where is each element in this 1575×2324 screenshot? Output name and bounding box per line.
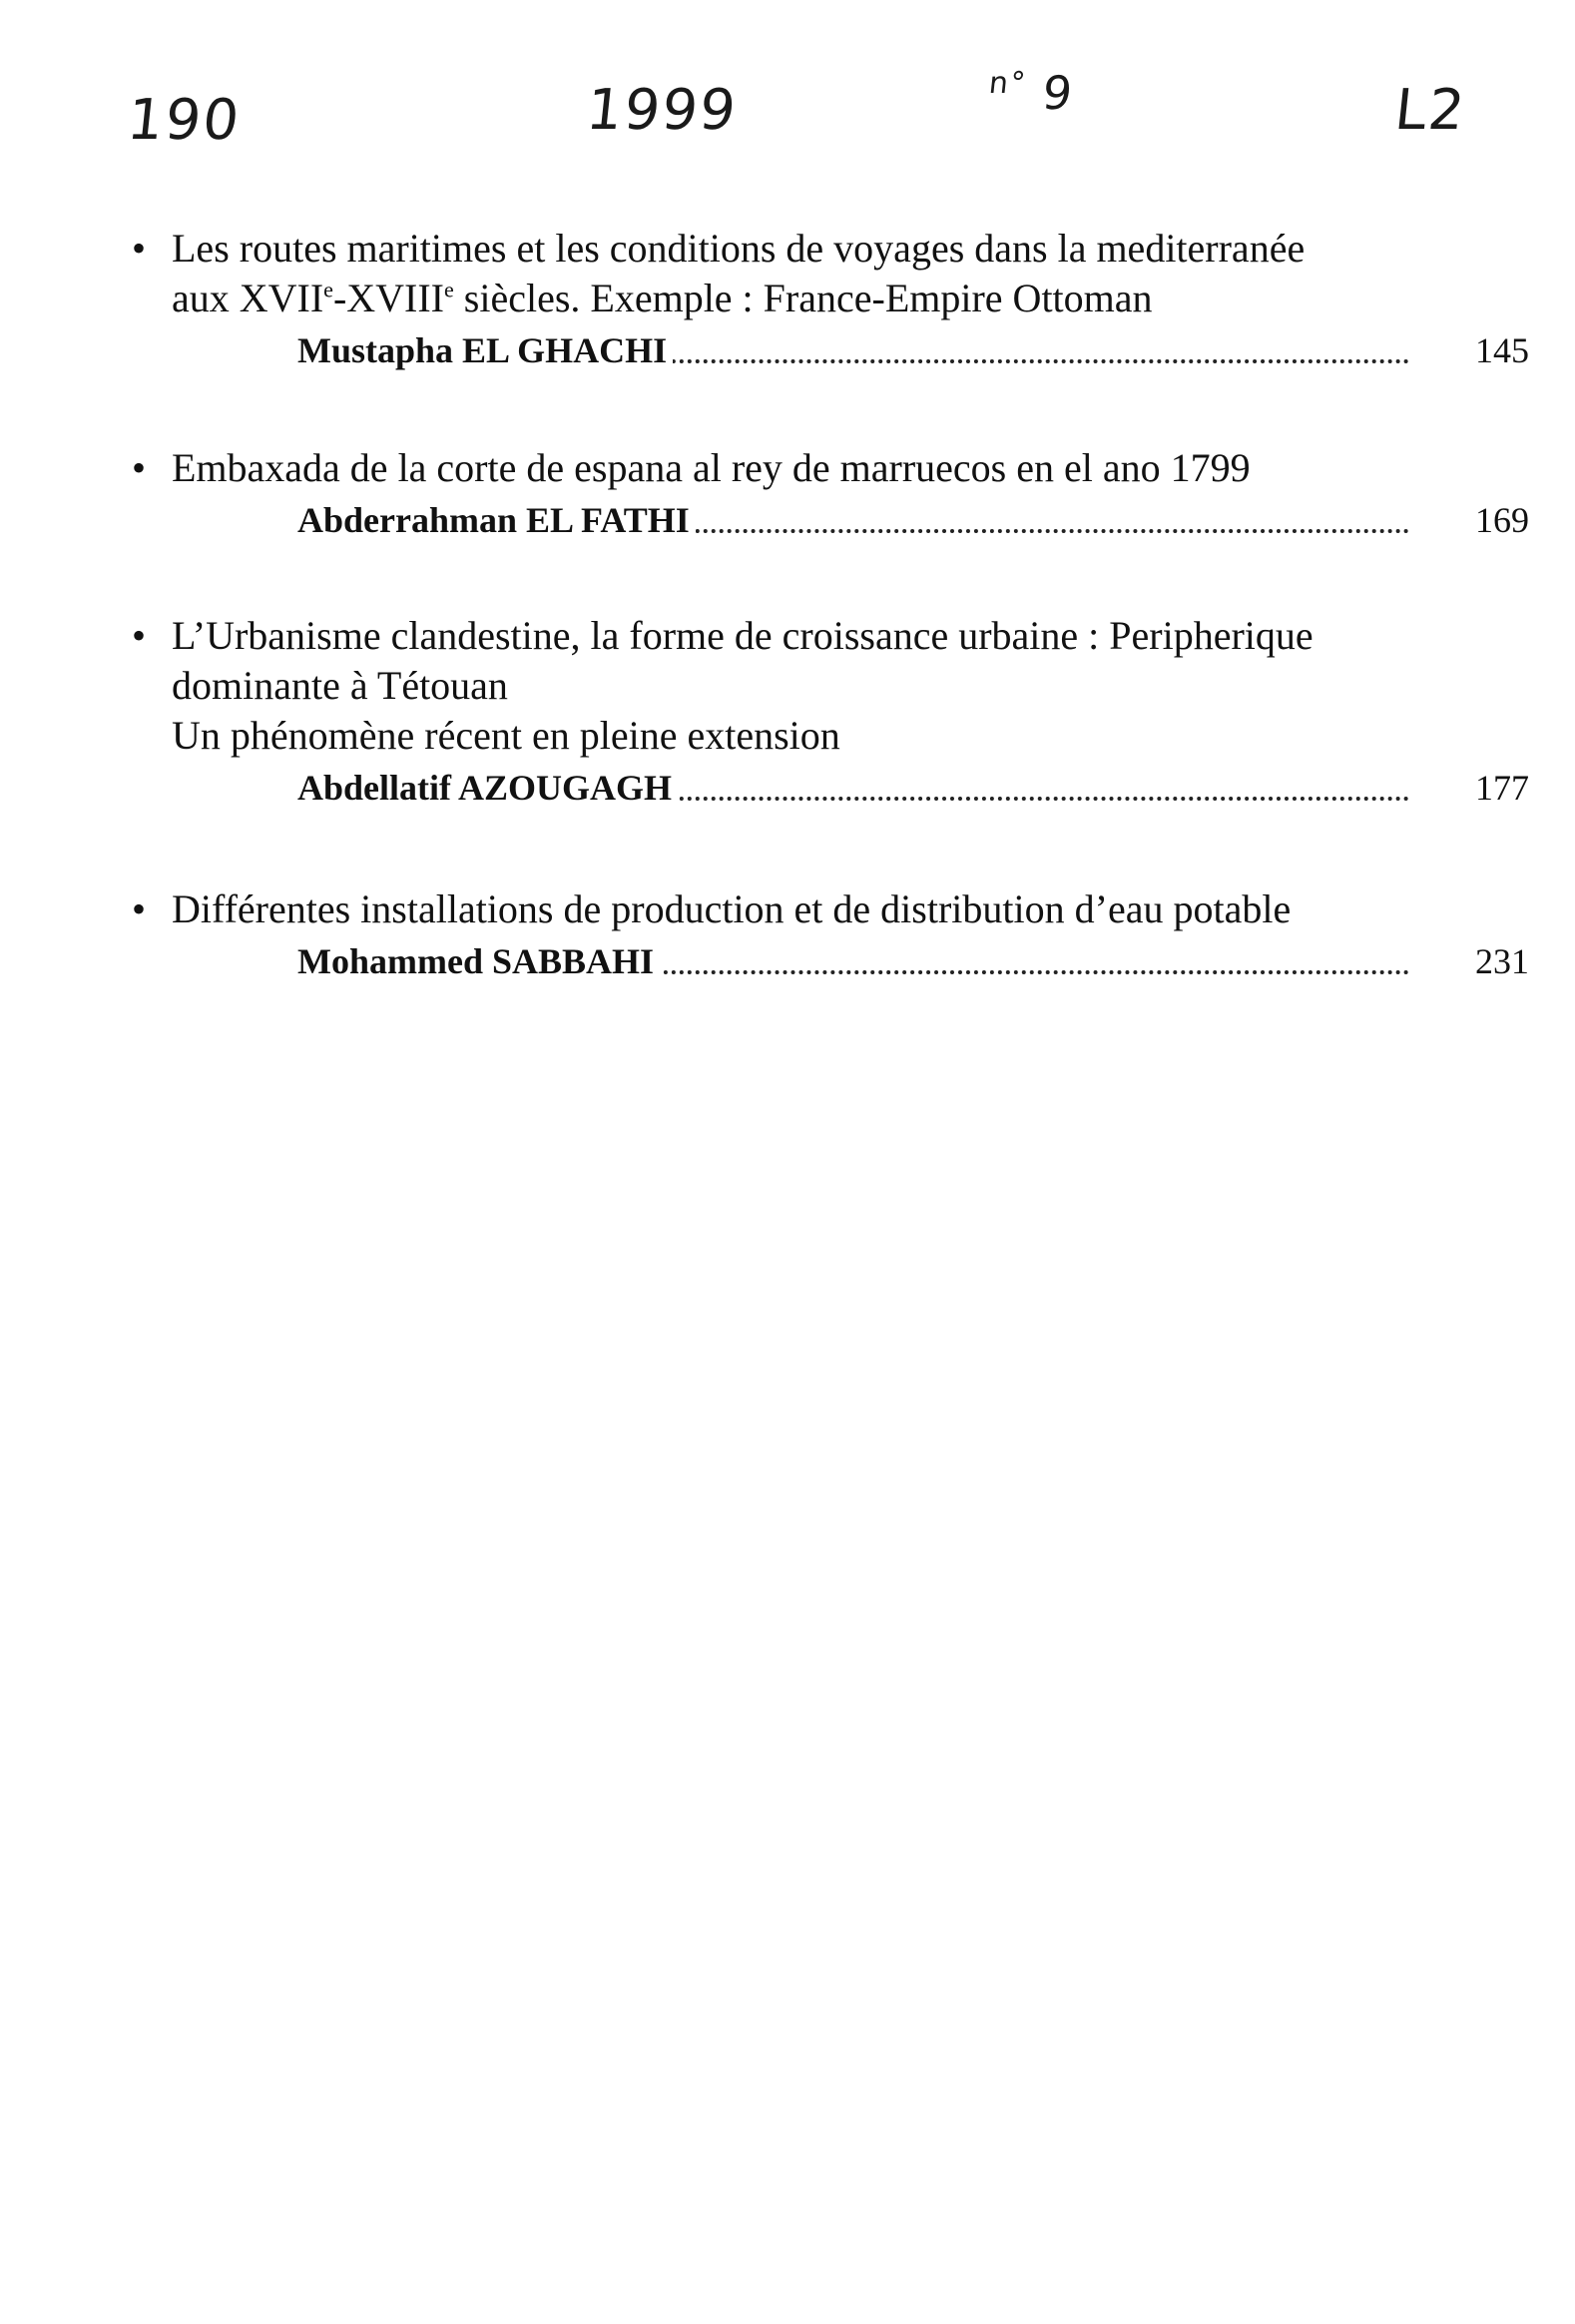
- entry-title-text: Les routes maritimes et les conditions de voyages dans la mediterranée: [172, 226, 1306, 271]
- entry-title-line: [132, 224, 1529, 274]
- author-name: Mohammed SABBAHI: [297, 936, 660, 986]
- handwritten-year: 1999: [583, 78, 741, 143]
- entry-title-text: aux XVII: [172, 276, 324, 320]
- superscript: e: [444, 277, 454, 302]
- entry-title-line: [132, 274, 1529, 323]
- author-name: Abdellatif AZOUGAGH: [297, 763, 678, 813]
- page-number: 145: [1419, 325, 1529, 375]
- author-name: Abderrahman EL FATHI: [297, 495, 696, 545]
- entry-title-line: [132, 661, 1529, 711]
- handwritten-ref: 190: [124, 88, 245, 153]
- entry-subtitle-line: [132, 711, 1529, 761]
- entry-title-text: siècles. Exemple : France-Empire Ottoman: [453, 276, 1153, 320]
- toc-entry: [132, 611, 1529, 815]
- bullet-icon: •: [132, 226, 147, 271]
- entry-title-text: Différentes installations de production et de distribution d’eau potable: [172, 886, 1292, 931]
- handwritten-issue-number: 9: [1039, 66, 1077, 120]
- entry-title-line: [132, 884, 1529, 934]
- bullet-icon: •: [132, 886, 147, 931]
- bullet-icon: •: [132, 445, 147, 490]
- page-number: 231: [1419, 936, 1529, 986]
- toc-entry: [132, 443, 1529, 547]
- author-row: [132, 763, 1529, 815]
- page-number: 177: [1419, 763, 1529, 813]
- bullet-icon: •: [132, 613, 147, 658]
- author-row: [132, 495, 1529, 547]
- entry-title-text: dominante à Tétouan: [172, 663, 508, 708]
- entry-title-line: [132, 611, 1529, 661]
- entry-title-text: Embaxada de la corte de espana al rey de marruecos en el ano 1799: [172, 445, 1251, 490]
- author-row: [132, 325, 1529, 377]
- handwritten-code: L2: [1391, 78, 1470, 143]
- page-number: 169: [1419, 495, 1529, 545]
- author-row: [132, 936, 1529, 988]
- toc-entry: [132, 224, 1529, 377]
- entry-title-text: -XVIII: [332, 276, 444, 320]
- entry-subtitle-text: Un phénomène récent en pleine extension: [172, 713, 840, 758]
- author-name: Mustapha EL GHACHI: [297, 325, 673, 375]
- superscript: e: [323, 277, 333, 302]
- handwritten-issue: [985, 66, 1077, 120]
- entry-title-line: [132, 443, 1529, 493]
- handwritten-issue-prefix: n°: [987, 66, 1029, 101]
- entry-title-text: L’Urbanisme clandestine, la forme de croissance urbaine : Peripherique: [172, 613, 1313, 658]
- toc-entry: [132, 884, 1529, 988]
